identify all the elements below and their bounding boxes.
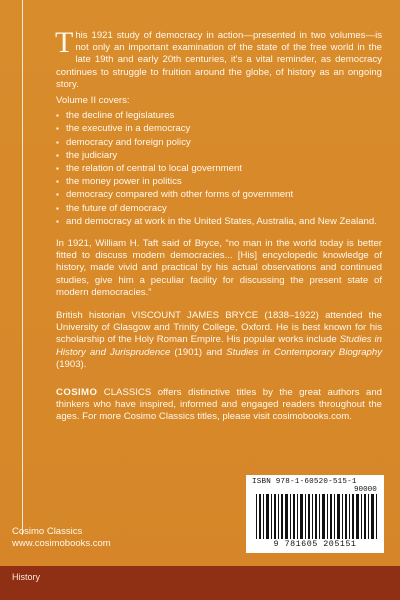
publisher-website: www.cosimobooks.com: [12, 537, 111, 549]
list-item: ▪ democracy compared with other forms of government: [56, 189, 382, 201]
list-item: ▪ democracy and foreign policy: [56, 137, 382, 149]
volume-list: [56, 110, 382, 228]
intro-text: his 1921 study of democracy in action—presented in two volumes—is not only an important examination of the state of the free world in the late 19th and early 20th centuries, it's a vital reminder, as democracy continues to struggle to fruition around the globe, of history as an ongoing story.: [56, 30, 382, 90]
cover-copy: [55, 26, 382, 424]
work-title-1: Studies in History and Jurisprudence: [56, 334, 382, 358]
category-label: History: [12, 572, 41, 582]
publisher-info: [12, 526, 111, 549]
list-item: ▪ the judiciary: [56, 150, 382, 162]
isbn-text: ISBN 978-1-60520-515-1: [252, 478, 357, 486]
barcode-icon: [254, 494, 378, 539]
category-band: [0, 566, 400, 600]
quote-paragraph: In 1921, William H. Taft said of Bryce, “no man in the world today is better fitted to discuss modern democracies... [His] encyclopedic knowledge of history, made vivid and practical by his actual observations and continued studies, give him a peculiar facility for discussing the present state of modern democracies.”: [56, 238, 382, 298]
list-item: ▪ the future of democracy: [56, 203, 382, 215]
list-item: ▪ the money power in politics: [56, 176, 382, 188]
cosimo-text: CLASSICS offers distinctive titles by the great authors and thinkers who have inspired, informed and engaged readers throughout the ages. For more Cosimo Classics titles, please visit cosimobooks.com.: [56, 387, 382, 423]
bio-text-3: (1903).: [56, 358, 87, 370]
bio-text-2: (1901) and: [170, 346, 227, 358]
intro-paragraph: [55, 26, 382, 91]
work-title-2: Studies in Contemporary Biography: [226, 346, 382, 358]
volume-heading: Volume II covers:: [56, 95, 130, 107]
price-code: 90000: [354, 486, 377, 494]
publisher-name: Cosimo Classics: [12, 526, 83, 537]
list-item: ▪ and democracy at work in the United States, Australia, and New Zealand.: [56, 216, 382, 228]
list-item: ▪ the relation of central to local government: [56, 163, 382, 175]
author-bio: [56, 310, 382, 371]
barcode-digits: 9 781605 205151: [273, 539, 357, 549]
vertical-rule: [22, 0, 23, 535]
cosimo-brand: COSIMO: [56, 387, 98, 399]
drop-cap: T: [55, 26, 74, 59]
list-item: ▪ the executive in a democracy: [56, 123, 382, 135]
barcode-label: [246, 475, 384, 553]
list-item: ▪ the decline of legislatures: [56, 110, 382, 122]
cosimo-description: [56, 387, 382, 424]
bio-text-1: British historian VISCOUNT JAMES BRYCE (1838–1922) attended the University of Glasgow and Trinity College, Oxford. He is best known for his scholarship of the Holy Roman Empire. His popular works include: [56, 310, 382, 346]
